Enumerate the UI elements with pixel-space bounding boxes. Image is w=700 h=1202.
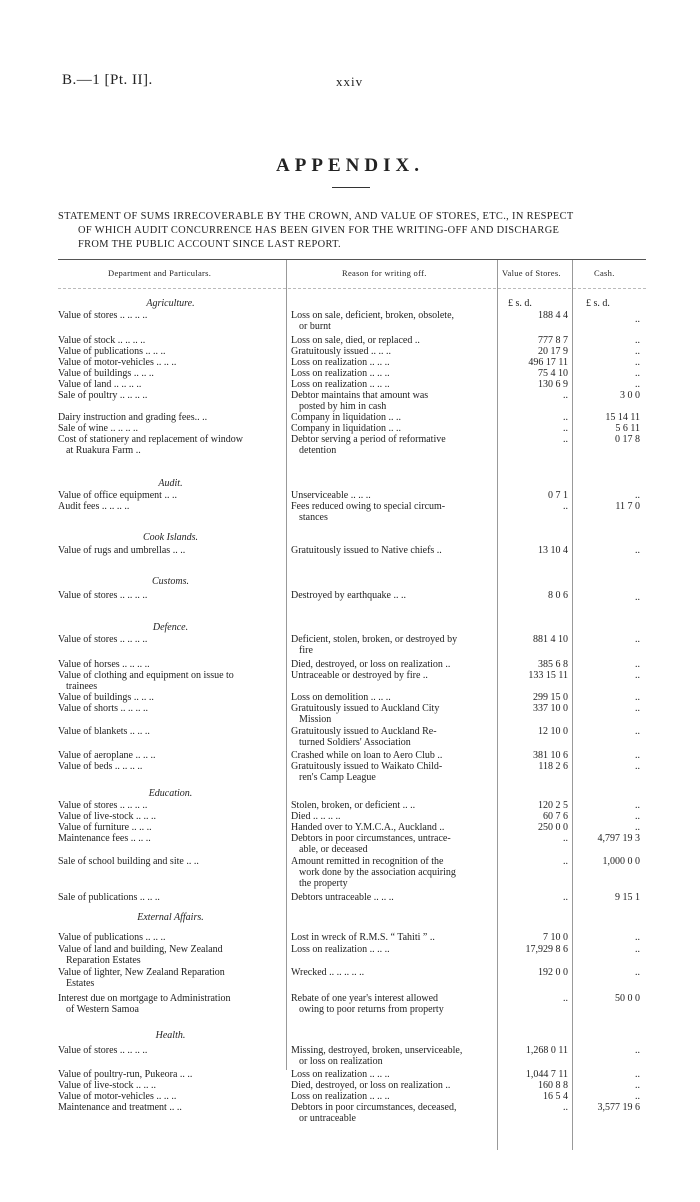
row-reason: Lost in wreck of R.M.S. “ Tahiti ” .. — [291, 932, 435, 943]
row-cash-value: .. — [635, 761, 640, 772]
row-stores-value: .. — [563, 892, 568, 903]
reason-line: Deficient, stolen, broken, or destroyed by — [291, 634, 458, 645]
row-reason — [291, 703, 496, 725]
row-cash-value: .. — [635, 634, 640, 645]
reason-line-cont: or burnt — [299, 321, 331, 332]
reason-line: Missing, destroyed, broken, unserviceable, — [291, 1045, 463, 1056]
row-reason: Died, destroyed, or loss on realization .. — [291, 1080, 451, 1091]
row-cash-value: .. — [635, 592, 640, 603]
reason-line: Debtor serving a period of reformative — [291, 434, 446, 445]
row-reason — [291, 726, 496, 748]
row-cash-value: .. — [635, 314, 640, 325]
row-cash-value: .. — [635, 822, 640, 833]
reason-line-cont: the property — [299, 878, 348, 889]
row-cash-value: .. — [635, 659, 640, 670]
appendix-title: APPENDIX. — [276, 155, 424, 176]
particulars-line: Value of lighter, New Zealand Reparation — [58, 967, 225, 978]
row-reason — [291, 390, 496, 412]
row-reason: Loss on realization .. .. .. — [291, 357, 390, 368]
row-particulars: Audit fees .. .. .. .. — [58, 501, 130, 512]
row-cash-value: .. — [635, 670, 640, 681]
row-cash-value: .. — [635, 379, 640, 390]
row-reason — [291, 761, 496, 783]
section-heading-external-affairs: External Affairs. — [137, 912, 204, 923]
row-stores-value: 20 17 9 — [538, 346, 568, 357]
row-cash-value: .. — [635, 357, 640, 368]
row-stores-value: .. — [563, 423, 568, 434]
statement-line-2: OF WHICH AUDIT CONCURRENCE HAS BEEN GIVEN FOR THE WRITING-OFF AND DISCHARGE — [78, 225, 560, 236]
row-particulars: Value of stores .. .. .. .. — [58, 634, 148, 645]
row-stores-value: .. — [563, 1102, 568, 1113]
row-particulars: Value of stores .. .. .. .. — [58, 800, 148, 811]
row-stores-value: 188 4 4 — [538, 310, 568, 321]
row-cash-value: .. — [635, 944, 640, 955]
row-cash-value: .. — [635, 1045, 640, 1056]
row-particulars: Value of beds .. .. .. .. — [58, 761, 143, 772]
row-reason: Loss on realization .. .. .. — [291, 379, 390, 390]
row-stores-value: 12 10 0 — [538, 726, 568, 737]
row-stores-value: .. — [563, 856, 568, 867]
row-cash-value: 15 14 11 — [605, 412, 640, 423]
column-header-reason: Reason for writing off. — [342, 268, 427, 278]
reason-line-cont: turned Soldiers' Association — [299, 737, 411, 748]
row-particulars: Value of publications .. .. .. — [58, 932, 166, 943]
row-stores-value: 385 6 8 — [538, 659, 568, 670]
row-particulars: Sale of publications .. .. .. — [58, 892, 160, 903]
reason-line: Debtors in poor circumstances, deceased, — [291, 1102, 457, 1113]
row-reason — [291, 634, 496, 656]
row-reason — [291, 993, 496, 1015]
row-cash-value: .. — [635, 692, 640, 703]
row-particulars: Value of horses .. .. .. .. — [58, 659, 150, 670]
row-stores-value: 496 17 11 — [528, 357, 568, 368]
section-heading-audit: Audit. — [158, 478, 183, 489]
row-stores-value: .. — [563, 390, 568, 401]
reason-line-cont: owing to poor returns from property — [299, 1004, 444, 1015]
row-stores-value: 777 8 7 — [538, 335, 568, 346]
reason-line-cont: or untraceable — [299, 1113, 356, 1124]
row-reason — [291, 833, 496, 855]
particulars-line: Value of clothing and equipment on issue to — [58, 670, 234, 681]
row-reason: Loss on demolition .. .. .. — [291, 692, 391, 703]
row-particulars — [58, 967, 283, 989]
row-cash-value: .. — [635, 335, 640, 346]
reason-line-cont: work done by the association acquiring — [299, 867, 456, 878]
particulars-line: Interest due on mortgage to Administration — [58, 993, 231, 1004]
row-reason: Stolen, broken, or deficient .. .. — [291, 800, 416, 811]
row-particulars: Sale of school building and site .. .. — [58, 856, 199, 867]
row-reason: Untraceable or destroyed by fire .. — [291, 670, 428, 681]
row-particulars: Value of motor-vehicles .. .. .. — [58, 357, 177, 368]
row-cash-value: 11 7 0 — [615, 501, 640, 512]
row-particulars — [58, 944, 283, 966]
row-reason: Destroyed by earthquake .. .. — [291, 590, 406, 601]
row-reason: Died, destroyed, or loss on realization .. — [291, 659, 451, 670]
reason-line: Gratuitously issued to Auckland City — [291, 703, 440, 714]
reason-line-cont: detention — [299, 445, 337, 456]
row-particulars: Value of publications .. .. .. — [58, 346, 166, 357]
row-stores-value: .. — [563, 501, 568, 512]
row-reason — [291, 856, 496, 889]
reason-line-cont: fire — [299, 645, 313, 656]
row-particulars: Value of stores .. .. .. .. — [58, 590, 148, 601]
row-cash-value: 0 17 8 — [615, 434, 640, 445]
row-cash-value: .. — [635, 811, 640, 822]
row-cash-value: .. — [635, 1069, 640, 1080]
reason-line: Gratuitously issued to Waikato Child- — [291, 761, 443, 772]
row-cash-value: .. — [635, 932, 640, 943]
particulars-line-cont: trainees — [66, 681, 98, 692]
row-particulars — [58, 670, 283, 692]
row-stores-value: 8 0 6 — [548, 590, 568, 601]
row-particulars: Maintenance and treatment .. .. — [58, 1102, 182, 1113]
row-stores-value: 0 7 1 — [548, 490, 568, 501]
row-stores-value: .. — [563, 833, 568, 844]
reason-line-cont: stances — [299, 512, 328, 523]
particulars-line: Cost of stationery and replacement of window — [58, 434, 243, 445]
row-particulars: Maintenance fees .. .. .. — [58, 833, 151, 844]
row-particulars: Value of blankets .. .. .. — [58, 726, 150, 737]
row-stores-value: 881 4 10 — [533, 634, 568, 645]
row-stores-value: 337 10 0 — [533, 703, 568, 714]
row-cash-value: .. — [635, 1091, 640, 1102]
section-heading-defence: Defence. — [152, 622, 189, 633]
row-cash-value: .. — [635, 368, 640, 379]
row-stores-value: 60 7 6 — [543, 811, 568, 822]
page-header-left: B.—1 [Pt. II]. — [62, 72, 153, 88]
row-stores-value: 75 4 10 — [538, 368, 568, 379]
row-cash-value: 9 15 1 — [615, 892, 640, 903]
row-stores-value: 1,044 7 11 — [525, 1069, 568, 1080]
section-heading-customs: Customs. — [152, 576, 189, 587]
row-stores-value: 120 2 5 — [538, 800, 568, 811]
row-reason: Loss on sale, died, or replaced .. — [291, 335, 420, 346]
cash-units: £ s. d. — [586, 298, 610, 309]
row-cash-value: 5 6 11 — [615, 423, 640, 434]
particulars-line-cont: at Ruakura Farm .. — [66, 445, 141, 456]
statement-line-3: FROM THE PUBLIC ACCOUNT SINCE LAST REPORT. — [78, 239, 342, 250]
row-particulars: Value of rugs and umbrellas .. .. — [58, 545, 186, 556]
row-particulars: Value of motor-vehicles .. .. .. — [58, 1091, 177, 1102]
row-stores-value: 17,929 8 6 — [525, 944, 568, 955]
reason-line: Fees reduced owing to special circum- — [291, 501, 446, 512]
row-stores-value: .. — [563, 412, 568, 423]
row-particulars: Value of live-stock .. .. .. — [58, 811, 157, 822]
row-cash-value: .. — [635, 750, 640, 761]
row-particulars: Value of stock .. .. .. .. — [58, 335, 146, 346]
row-cash-value: .. — [635, 346, 640, 357]
row-particulars: Value of live-stock .. .. .. — [58, 1080, 157, 1091]
row-reason: Company in liquidation .. .. — [291, 412, 401, 423]
row-reason: Wrecked .. .. .. .. .. — [291, 967, 365, 978]
row-stores-value: 299 15 0 — [533, 692, 568, 703]
row-reason: Loss on realization .. .. .. — [291, 944, 390, 955]
row-cash-value: 3,577 19 6 — [597, 1102, 640, 1113]
reason-line-cont: posted by him in cash — [299, 401, 387, 412]
reason-line: Gratuitously issued to Auckland Re- — [291, 726, 437, 737]
row-particulars: Value of furniture .. .. .. — [58, 822, 152, 833]
row-cash-value: .. — [635, 726, 640, 737]
reason-line-cont: or loss on realization — [299, 1056, 383, 1067]
row-particulars: Sale of wine .. .. .. .. — [58, 423, 138, 434]
row-particulars: Value of land .. .. .. .. — [58, 379, 142, 390]
row-cash-value: 3 0 0 — [620, 390, 640, 401]
row-stores-value: .. — [563, 993, 568, 1004]
row-cash-value: .. — [635, 1080, 640, 1091]
row-cash-value: 1,000 0 0 — [602, 856, 640, 867]
row-reason: Unserviceable .. .. .. — [291, 490, 371, 501]
column-header-department: Department and Particulars. — [108, 268, 212, 278]
row-reason: Gratuitously issued .. .. .. — [291, 346, 391, 357]
row-stores-value: 381 10 6 — [533, 750, 568, 761]
section-heading-health: Health. — [155, 1030, 186, 1041]
reason-line-cont: Mission — [299, 714, 332, 725]
row-stores-value: 1,268 0 11 — [525, 1045, 568, 1056]
row-particulars — [58, 434, 283, 456]
row-reason — [291, 1045, 496, 1067]
row-cash-value: .. — [635, 800, 640, 811]
row-cash-value: 50 0 0 — [615, 993, 640, 1004]
row-stores-value: 130 6 9 — [538, 379, 568, 390]
row-cash-value: .. — [635, 703, 640, 714]
row-stores-value: 13 10 4 — [538, 545, 568, 556]
row-particulars: Value of stores .. .. .. .. — [58, 1045, 148, 1056]
reason-line-cont: ren's Camp League — [299, 772, 376, 783]
statement-table — [58, 0, 646, 1202]
row-reason: Crashed while on loan to Aero Club .. — [291, 750, 443, 761]
page-number: xxiv — [336, 74, 364, 89]
row-particulars: Value of stores .. .. .. .. — [58, 310, 148, 321]
stores-units: £ s. d. — [508, 298, 532, 309]
row-particulars: Value of aeroplane .. .. .. — [58, 750, 156, 761]
row-stores-value: 160 8 8 — [538, 1080, 568, 1091]
column-header-cash: Cash. — [594, 268, 615, 278]
column-header-stores: Value of Stores. — [502, 268, 561, 278]
statement-line-1: STATEMENT OF SUMS IRRECOVERABLE BY THE CROWN, AND VALUE OF STORES, ETC., IN RESPECT — [58, 211, 574, 222]
row-stores-value: 192 0 0 — [538, 967, 568, 978]
particulars-line-cont: Reparation Estates — [66, 955, 141, 966]
row-particulars: Sale of poultry .. .. .. .. — [58, 390, 148, 401]
reason-line: Loss on sale, deficient, broken, obsolete, — [291, 310, 455, 321]
reason-line: Amount remitted in recognition of the — [291, 856, 444, 867]
section-heading-cook-islands: Cook Islands. — [143, 532, 198, 543]
row-stores-value: 250 0 0 — [538, 822, 568, 833]
row-reason: Loss on realization .. .. .. — [291, 1091, 390, 1102]
reason-line: Debtor maintains that amount was — [291, 390, 429, 401]
row-cash-value: .. — [635, 490, 640, 501]
row-particulars: Value of office equipment .. .. — [58, 490, 177, 501]
row-particulars: Value of buildings .. .. .. — [58, 692, 154, 703]
row-stores-value: 7 10 0 — [543, 932, 568, 943]
row-stores-value: 16 5 4 — [543, 1091, 568, 1102]
row-cash-value: .. — [635, 545, 640, 556]
row-particulars: Value of shorts .. .. .. .. — [58, 703, 148, 714]
row-particulars — [58, 993, 283, 1015]
row-reason: Gratuitously issued to Native chiefs .. — [291, 545, 442, 556]
reason-line: Rebate of one year's interest allowed — [291, 993, 439, 1004]
row-reason: Died .. .. .. .. — [291, 811, 341, 822]
row-stores-value: 118 2 6 — [538, 761, 568, 772]
section-heading-agriculture: Agriculture. — [146, 298, 195, 309]
row-stores-value: .. — [563, 434, 568, 445]
row-cash-value: .. — [635, 967, 640, 978]
particulars-line: Value of land and building, New Zealand — [58, 944, 223, 955]
section-heading-education: Education. — [148, 788, 193, 799]
row-reason — [291, 434, 496, 456]
particulars-line-cont: Estates — [66, 978, 95, 989]
row-reason — [291, 501, 496, 523]
row-particulars: Value of buildings .. .. .. — [58, 368, 154, 379]
reason-line: Debtors in poor circumstances, untrace- — [291, 833, 451, 844]
row-particulars: Dairy instruction and grading fees.. .. — [58, 412, 208, 423]
row-reason: Handed over to Y.M.C.A., Auckland .. — [291, 822, 445, 833]
row-reason: Company in liquidation .. .. — [291, 423, 401, 434]
row-reason — [291, 310, 496, 332]
row-reason: Debtors untraceable .. .. .. — [291, 892, 394, 903]
row-particulars: Value of poultry-run, Pukeora .. .. — [58, 1069, 193, 1080]
particulars-line-cont: of Western Samoa — [66, 1004, 139, 1015]
row-reason — [291, 1102, 496, 1124]
row-reason: Loss on realization .. .. .. — [291, 1069, 390, 1080]
row-reason: Loss on realization .. .. .. — [291, 368, 390, 379]
row-cash-value: 4,797 19 3 — [597, 833, 640, 844]
reason-line-cont: able, or deceased — [299, 844, 368, 855]
row-stores-value: 133 15 11 — [528, 670, 568, 681]
